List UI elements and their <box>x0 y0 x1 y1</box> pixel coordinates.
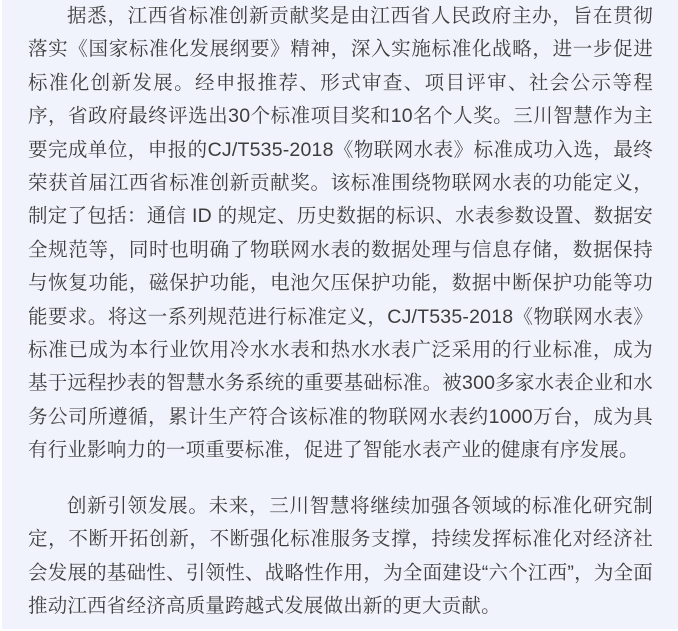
article-body <box>28 0 653 623</box>
paragraph-future-outlook: 创新引领发展。未来，三川智慧将继续加强各领域的标准化研究制定，不断开拓创新，不断强化标准服务支撑，持续发挥标准化对经济社会发展的基础性、引领性、战略性作用，为全面建设“六个江西”，为全面推动江西省经济高质量跨越式发展做出新的更大贡献。 <box>28 494 653 617</box>
paragraph-award-intro: 据悉，江西省标准创新贡献奖是由江西省人民政府主办，旨在贯彻落实《国家标准化发展纲要》精神，深入实施标准化战略，进一步促进标准化创新发展。经申报推荐、形式审查、项目评审、社会公示等程序，省政府最终评选出30个标准项目奖和10名个人奖。三川智慧作为主要完成单位，申报的CJ/T535-2018《物联网水表》标准成功入选，最终荣获首届江西省标准创新贡献奖。该标准围绕物联网水表的功能定义，制定了包括：通信 ID 的规定、历史数据的标识、水表参数设置、数据安全规范等，同时也明确了物联网水表的数据处理与信息存储，数据保持与恢复功能，磁保护功能，电池欠压保护功能，数据中断保护功能等功能要求。将这一系列规范进行标准定义，CJ/T535-2018《物联网水表》标准已成为本行业饮用冷水水表和热水水表广泛采用的行业标准，成为基于远程抄表的智慧水务系统的重要基础标准。被300多家水表企业和水务公司所遵循，累计生产符合该标准的物联网水表约1000万台，成为具有行业影响力的一项重要标准，促进了智能水表产业的健康有序发展。 <box>28 5 653 462</box>
